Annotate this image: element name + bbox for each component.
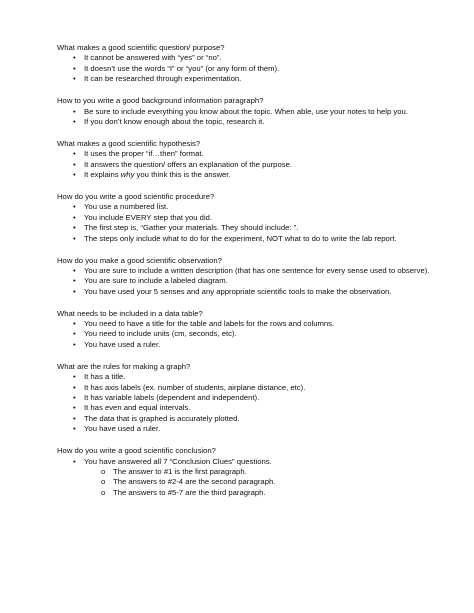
section-graph	[57, 362, 437, 435]
list-item	[57, 160, 437, 170]
list-item	[57, 383, 437, 393]
list-item-text: The data that is graphed is accurately plotted.	[84, 413, 240, 423]
bullet-list	[57, 107, 437, 128]
bullet-icon: •	[73, 319, 76, 329]
section-heading: What needs to be included in a data table?	[57, 308, 203, 318]
section-data-table	[57, 309, 437, 351]
list-item-text: You have used a ruler.	[84, 339, 161, 349]
list-item-text: It has variable labels (dependent and independent).	[84, 392, 260, 402]
list-item	[57, 223, 437, 233]
list-item-text: You have used a ruler.	[84, 424, 161, 434]
section-heading: How do you make a good scientific observation?	[57, 255, 222, 265]
list-item-text: Be sure to include everything you know about the topic. When able, use your notes to help you.	[84, 106, 408, 116]
list-item-text: The first step is, “Gather your materials. They should include: ”.	[84, 223, 299, 233]
list-item-text: You have answered all 7 “Conclusion Clues” questions.	[84, 456, 272, 466]
list-item-text: It cannot be answered with “yes” or “no”.	[84, 53, 222, 63]
bullet-list	[57, 319, 437, 350]
bullet-icon: •	[73, 106, 76, 116]
list-item	[57, 107, 437, 117]
section-conclusion	[57, 446, 437, 498]
section-heading: How do you write a good scientific procedure?	[57, 191, 215, 201]
sub-list-item	[57, 477, 437, 487]
list-item	[57, 266, 437, 276]
circle-bullet-icon: o	[101, 477, 106, 487]
list-item	[57, 424, 437, 434]
list-item	[57, 64, 437, 74]
bullet-icon: •	[73, 170, 76, 180]
section-heading: What makes a good scientific question/ purpose?	[57, 43, 225, 52]
sub-list-item-text: The answers to #5-7 are the third paragraph.	[113, 487, 266, 497]
list-item-text: You need to include units (cm, seconds, etc).	[84, 329, 237, 339]
emphasis-text: why	[120, 170, 135, 180]
sub-list-item-text: The answers to #2-4 are the second paragraph.	[113, 477, 276, 487]
bullet-icon: •	[73, 339, 76, 349]
list-item-text: You use a numbered list.	[84, 202, 169, 212]
list-item	[57, 149, 437, 159]
bullet-icon: •	[73, 202, 76, 212]
list-item	[57, 319, 437, 329]
bullet-icon: •	[73, 53, 76, 63]
list-item-text: It answers the question/ offers an explanation of the purpose.	[84, 159, 292, 169]
list-item	[57, 234, 437, 244]
list-item	[57, 329, 437, 339]
sub-bullet-list	[57, 467, 437, 498]
bullet-list	[57, 149, 437, 180]
section-heading: What are the rules for making a graph?	[57, 361, 191, 371]
section-heading: What makes a good scientific hypothesis?	[57, 138, 201, 148]
list-item-text: You have used your 5 senses and any appropriate scientific tools to make the observation.	[84, 286, 392, 296]
section-heading: How to you write a good background information paragraph?	[57, 96, 264, 106]
list-item	[57, 213, 437, 223]
bullet-icon: •	[73, 159, 76, 169]
bullet-icon: •	[73, 149, 76, 159]
list-item-text: It has a title.	[84, 372, 126, 382]
sub-list-item	[57, 467, 437, 477]
section-background-information	[57, 96, 437, 127]
bullet-list	[57, 53, 437, 84]
list-item	[57, 340, 437, 350]
list-item-text: It doesn’t use the words “I” or “you” (or any form of them).	[84, 63, 280, 73]
bullet-icon: •	[73, 403, 76, 413]
list-item-text: The steps only include what to do for the experiment, NOT what to do to write the lab report.	[84, 233, 397, 243]
list-item-text: It has axis labels (ex. number of students, airplane distance, etc).	[84, 382, 306, 392]
section-question-purpose	[57, 43, 437, 85]
bullet-icon: •	[73, 116, 76, 126]
circle-bullet-icon: o	[101, 466, 106, 476]
bullet-icon: •	[73, 276, 76, 286]
list-item	[57, 202, 437, 212]
section-procedure	[57, 192, 437, 244]
circle-bullet-icon: o	[101, 487, 106, 497]
list-item	[57, 53, 437, 63]
bullet-icon: •	[73, 265, 76, 275]
bullet-icon: •	[73, 233, 76, 243]
bullet-icon: •	[73, 424, 76, 434]
bullet-icon: •	[73, 329, 76, 339]
list-item	[57, 403, 437, 413]
list-item	[57, 276, 437, 286]
bullet-icon: •	[73, 212, 76, 222]
sub-list-item	[57, 488, 437, 498]
bullet-icon: •	[73, 223, 76, 233]
list-item-text: It has even and equal intervals.	[84, 403, 191, 413]
list-item	[57, 457, 437, 467]
document-page	[57, 43, 437, 510]
list-item-text: You are sure to include a labeled diagram.	[84, 276, 228, 286]
list-item-text: You need to have a title for the table and labels for the rows and columns.	[84, 319, 335, 329]
list-item	[57, 287, 437, 297]
bullet-icon: •	[73, 382, 76, 392]
list-item	[57, 117, 437, 127]
section-heading: How do you write a good scientific conclusion?	[57, 446, 216, 456]
sub-list-item-text: The answer to #1 is the first paragraph.	[113, 466, 247, 476]
bullet-list	[57, 372, 437, 434]
list-item-text: You include EVERY step that you did.	[84, 212, 213, 222]
list-item-text: It explains why you think this is the answer.	[84, 170, 231, 180]
bullet-icon: •	[73, 392, 76, 402]
list-item-text: You are sure to include a written description (that has one sentence for every sense used to observe).	[84, 265, 430, 275]
list-item	[57, 414, 437, 424]
bullet-list	[57, 266, 437, 297]
bullet-list	[57, 457, 437, 467]
list-item-text: If you don’t know enough about the topic, research it.	[84, 116, 265, 126]
section-observation	[57, 256, 437, 298]
bullet-icon: •	[73, 456, 76, 466]
bullet-list	[57, 202, 437, 244]
list-item	[57, 372, 437, 382]
bullet-icon: •	[73, 286, 76, 296]
list-item	[57, 170, 437, 180]
list-item-text: It can be researched through experimentation.	[84, 74, 242, 84]
bullet-icon: •	[73, 372, 76, 382]
bullet-icon: •	[73, 74, 76, 84]
list-item	[57, 393, 437, 403]
bullet-icon: •	[73, 63, 76, 73]
list-item-text: It uses the proper “if…then” format.	[84, 149, 204, 159]
section-hypothesis	[57, 139, 437, 181]
bullet-icon: •	[73, 413, 76, 423]
list-item	[57, 74, 437, 84]
